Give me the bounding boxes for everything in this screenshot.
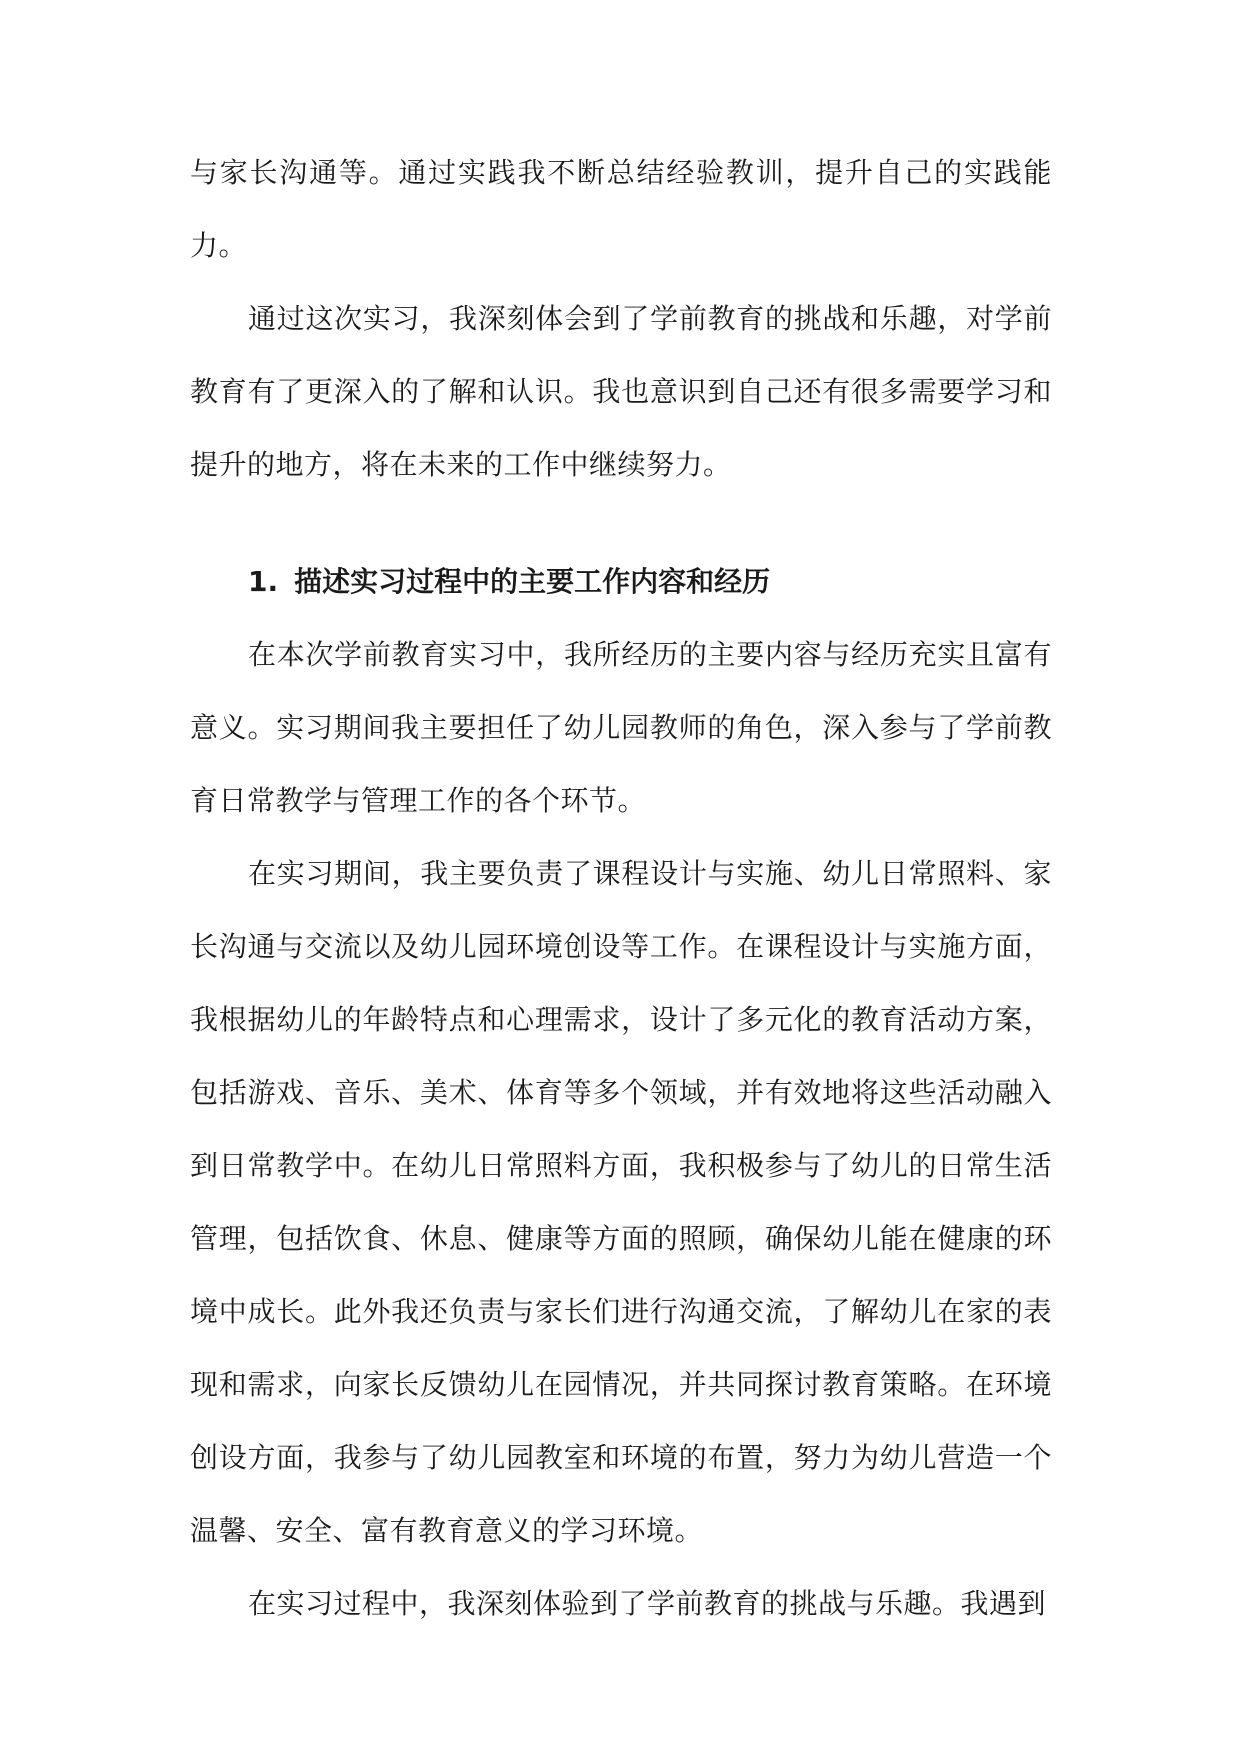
document-body	[190, 136, 1052, 1640]
paragraph-continuation: 与家长沟通等。通过实践我不断总结经验教训，提升自己的实践能力。	[190, 156, 1052, 262]
paragraph-experience: 在实习过程中，我深刻体验到了学前教育的挑战与乐趣。我遇到	[248, 1587, 1047, 1620]
paragraph-reflection: 通过这次实习，我深刻体会到了学前教育的挑战和乐趣，对学前教育有了更深入的了解和认识。我也意识到自己还有很多需要学习和提升的地方，将在未来的工作中继续努力。	[190, 302, 1052, 481]
section-title: 描述实习过程中的主要工作内容和经历	[294, 565, 771, 598]
section-number: 1.	[248, 565, 279, 598]
paragraph-intro: 在本次学前教育实习中，我所经历的主要内容与经历充实且富有意义。实习期间我主要担任了幼儿园教师的角色，深入参与了学前教育日常教学与管理工作的各个环节。	[190, 638, 1052, 817]
paragraph-responsibilities: 在实习期间，我主要负责了课程设计与实施、幼儿日常照料、家长沟通与交流以及幼儿园环境创设等工作。在课程设计与实施方面，我根据幼儿的年龄特点和心理需求，设计了多元化的教育活动方案，包括游戏、音乐、美术、体育等多个领域，并有效地将这些活动融入到日常教学中。在幼儿日常照料方面，我积极参与了幼儿的日常生活管理，包括饮食、休息、健康等方面的照顾，确保幼儿能在健康的环境中成长。此外我还负责与家长们进行沟通交流，了解幼儿在家的表现和需求，向家长反馈幼儿在园情况，并共同探讨教育策略。在环境创设方面，我参与了幼儿园教室和环境的布置，努力为幼儿营造一个温馨、安全、富有教育意义的学习环境。	[190, 857, 1052, 1547]
section-heading	[190, 545, 1052, 618]
